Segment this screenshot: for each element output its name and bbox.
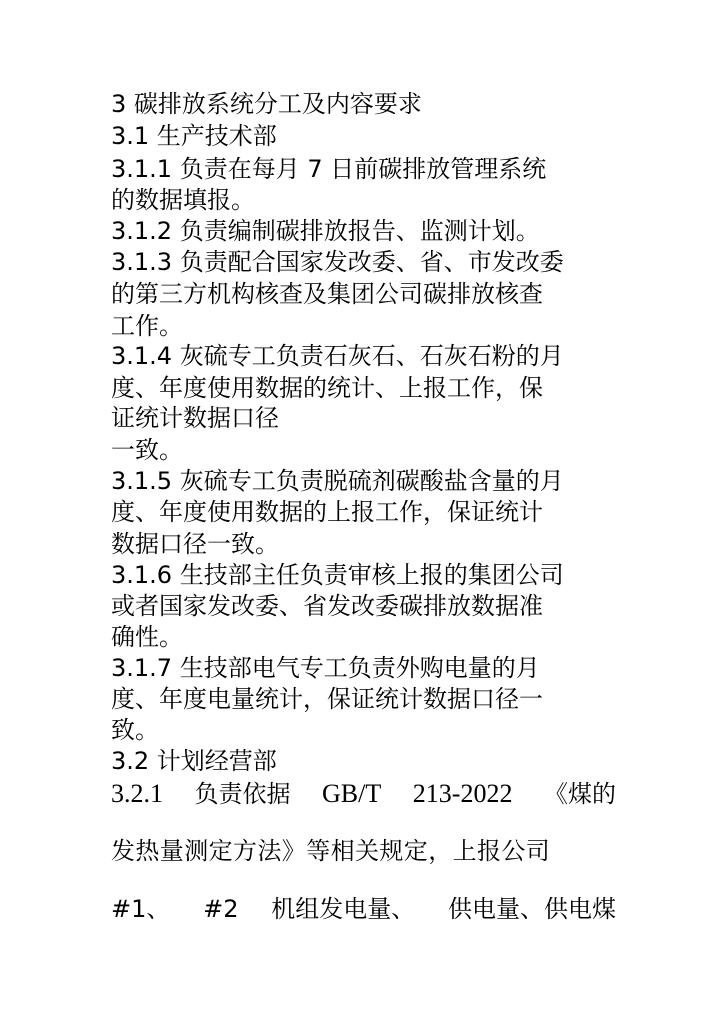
- paragraph-line: 工作。: [111, 312, 183, 340]
- text-segment: 供电量、供电煤: [447, 895, 616, 923]
- paragraph-line: 确性。: [111, 623, 183, 651]
- paragraph-line-justified: [111, 895, 616, 923]
- paragraph-line: 3.1.5 灰硫专工负责脱硫剂碳酸盐含量的月: [111, 467, 564, 495]
- text-segment: 负责依据: [194, 780, 291, 808]
- paragraph-line: 3.1.3 负责配合国家发改委、省、市发改委: [111, 248, 564, 276]
- subsection-heading: 3.2 计划经营部: [111, 747, 277, 775]
- paragraph-line: 度、年度使用数据的上报工作，保证统计: [111, 498, 543, 526]
- text-segment: 机组发电量、: [271, 895, 416, 923]
- paragraph-line: 致。: [111, 716, 159, 744]
- clause-number: 3.2.1: [111, 779, 163, 808]
- subsection-heading: 3.1 生产技术部: [111, 122, 277, 150]
- paragraph-line: 3.1.7 生技部电气专工负责外购电量的月: [111, 654, 540, 682]
- paragraph-line: 3.1.1 负责在每月 7 日前碳排放管理系统: [111, 155, 547, 183]
- paragraph-line-justified: [111, 780, 616, 808]
- standard-code: GB/T: [322, 779, 382, 808]
- paragraph-line: 或者国家发改委、省发改委碳排放数据准: [111, 592, 543, 620]
- text-segment: #2: [203, 895, 239, 923]
- paragraph-line: 3.1.4 灰硫专工负责石灰石、石灰石粉的月: [111, 342, 564, 370]
- text-segment: #1、: [111, 895, 171, 923]
- paragraph-line: 的第三方机构核查及集团公司碳排放核查: [111, 280, 543, 308]
- paragraph-line: 的数据填报。: [111, 186, 255, 214]
- standard-number: 213-2022: [412, 779, 513, 808]
- text-segment: 《煤的: [543, 780, 616, 808]
- paragraph-line: 发热量测定方法》等相关规定，上报公司: [111, 837, 551, 865]
- paragraph-line: 3.1.2 负责编制碳排放报告、监测计划。: [111, 217, 540, 245]
- paragraph-line: 证统计数据口径: [111, 404, 279, 432]
- paragraph-line: 度、年度使用数据的统计、上报工作，保: [111, 374, 543, 402]
- paragraph-line: 度、年度电量统计，保证统计数据口径一: [111, 685, 543, 713]
- paragraph-line: 3.1.6 生技部主任负责审核上报的集团公司: [111, 561, 564, 589]
- section-heading: 3 碳排放系统分工及内容要求: [111, 90, 422, 118]
- paragraph-line: 数据口径一致。: [111, 530, 279, 558]
- paragraph-line: 一致。: [111, 436, 183, 464]
